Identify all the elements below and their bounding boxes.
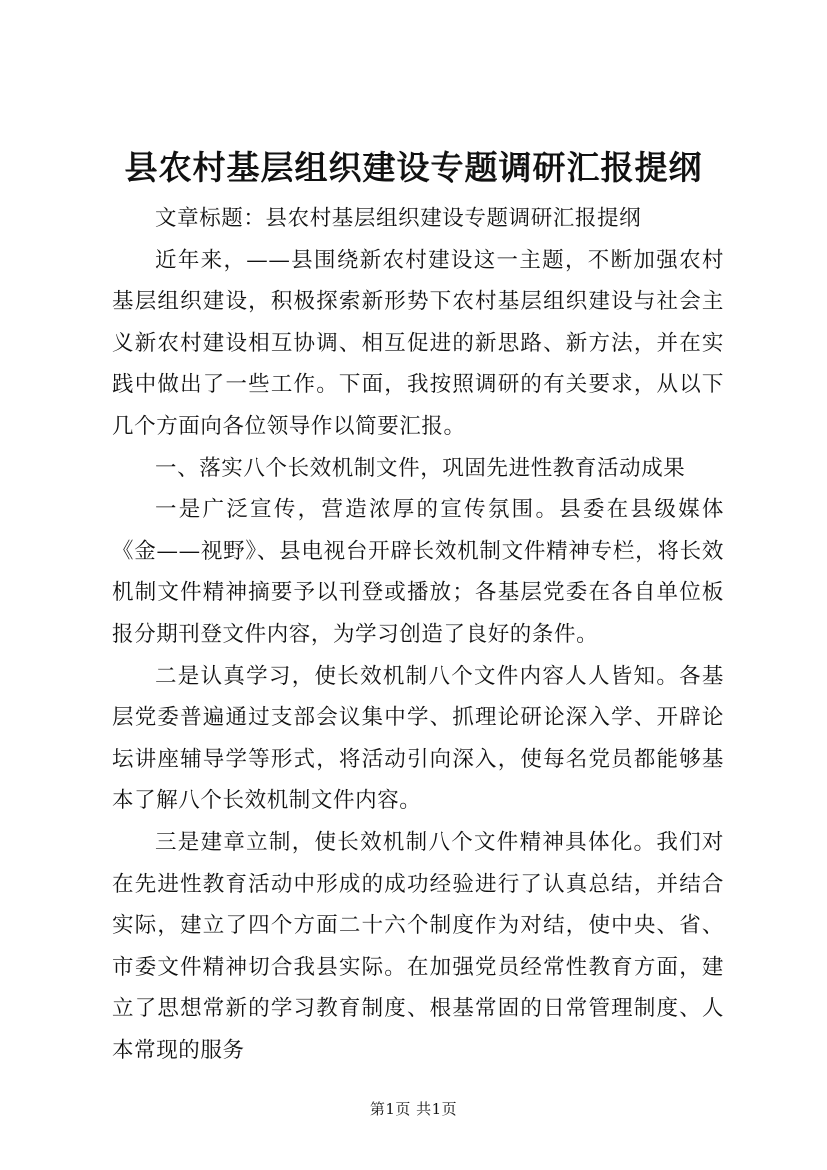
paragraph-point-1: 一是广泛宣传，营造浓厚的宣传氛围。县委在县级媒体《金——视野》、县电视台开辟长效机制文件精神专栏，将长效机制文件精神摘要予以刊登或播放；各基层党委在各自单位板报分期刊登文件内容，为学习创造了良好的条件。 — [112, 497, 724, 647]
document-title: 县农村基层组织建设专题调研汇报提纲 — [124, 148, 703, 187]
paragraph-point-2: 二是认真学习，使长效机制八个文件内容人人皆知。各基层党委普遍通过支部会议集中学、抓理论研论深入学、开辟论坛讲座辅导学等形式，将活动引向深入，使每名党员都能够基本了解八个长效机制文件内容。 — [112, 663, 724, 814]
page-number-footer: 第1页 共1页 — [369, 1100, 458, 1118]
paragraph-point-3: 三是建章立制，使长效机制八个文件精神具体化。我们对在先进性教育活动中形成的成功经验进行了认真总结，并结合实际，建立了四个方面二十六个制度作为对结，使中央、省、市委文件精神切合我县实际。在加强党员经常性教育方面，建立了思想常新的学习教育制度、根基常固的日常管理制度、人本常现的服务 — [112, 829, 724, 1063]
document-body — [112, 198, 724, 1071]
paragraph-article-title: 文章标题：县农村基层组织建设专题调研汇报提纲 — [155, 206, 642, 231]
section-heading-1: 一、落实八个长效机制文件，巩固先进性教育活动成果 — [155, 455, 686, 481]
paragraph-intro: 近年来，——县围绕新农村建设这一主题，不断加强农村基层组织建设，积极探索新形势下农村基层组织建设与社会主义新农村建设相互协调、相互促进的新思路、新方法，并在实践中做出了一些工作。下面，我按照调研的有关要求，从以下几个方面向各位领导作以简要汇报。 — [112, 247, 724, 439]
